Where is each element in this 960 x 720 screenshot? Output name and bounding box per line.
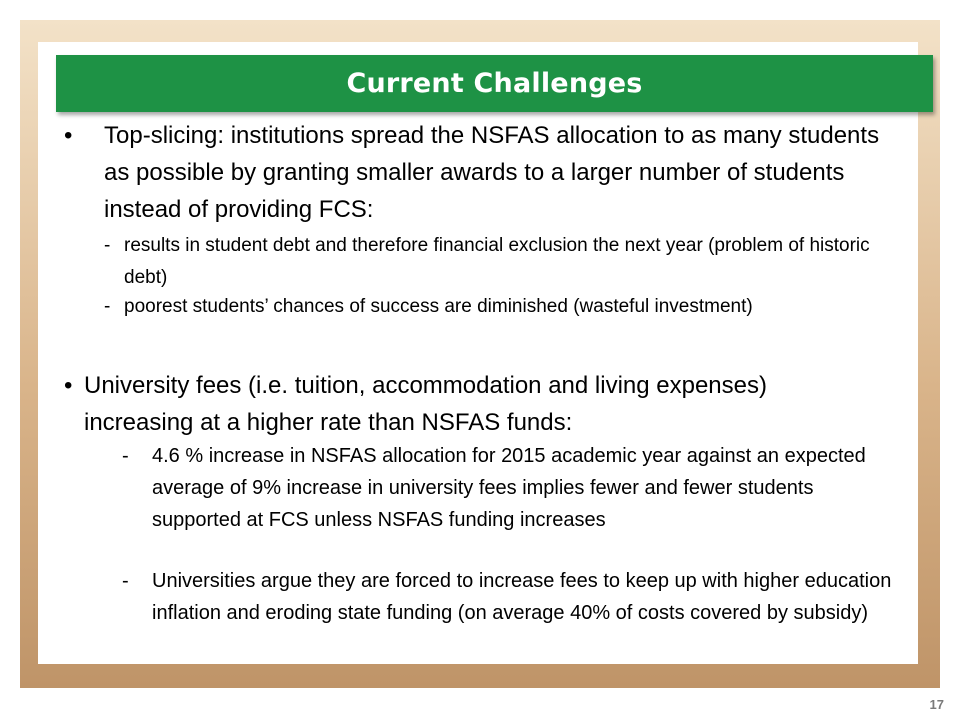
bullet-item	[64, 367, 894, 441]
bullet-symbol: •	[64, 122, 73, 149]
bullet-symbol: •	[64, 372, 73, 399]
sub-item	[104, 291, 894, 323]
bullet-text: Top-slicing: institutions spread the NSFAS allocation to as many students as possible by granting smaller awards to a larger number of students instead of providing FCS:	[104, 122, 880, 223]
sub-item-text: results in student debt and therefore financial exclusion the next year (problem of historic debt)	[124, 235, 870, 288]
bullet-item	[64, 117, 894, 228]
sub-item-dash: -	[122, 570, 129, 592]
sub-item	[104, 230, 894, 294]
sub-item-text: Universities argue they are forced to increase fees to keep up with higher education inflation and eroding state funding (on average 40% of costs covered by subsidy)	[152, 570, 892, 624]
sub-item-dash: -	[122, 445, 129, 467]
sub-item	[122, 565, 912, 629]
page-number: 17	[929, 697, 944, 712]
sub-item-dash: -	[104, 296, 111, 317]
sub-item-text: poorest students’ chances of success are diminished (wasteful investment)	[124, 296, 753, 317]
bullet-text: University fees (i.e. tuition, accommodation and living expenses) increasing at a higher rate than NSFAS funds:	[84, 372, 767, 436]
sub-item-dash: -	[104, 235, 111, 256]
sub-item	[122, 440, 912, 536]
sub-item-text: 4.6 % increase in NSFAS allocation for 2015 academic year against an expected average of 9% increase in university fees implies fewer and fewer students supported at FCS unless NSFAS funding increases	[152, 445, 866, 531]
slide-title: Current Challenges	[346, 68, 643, 99]
